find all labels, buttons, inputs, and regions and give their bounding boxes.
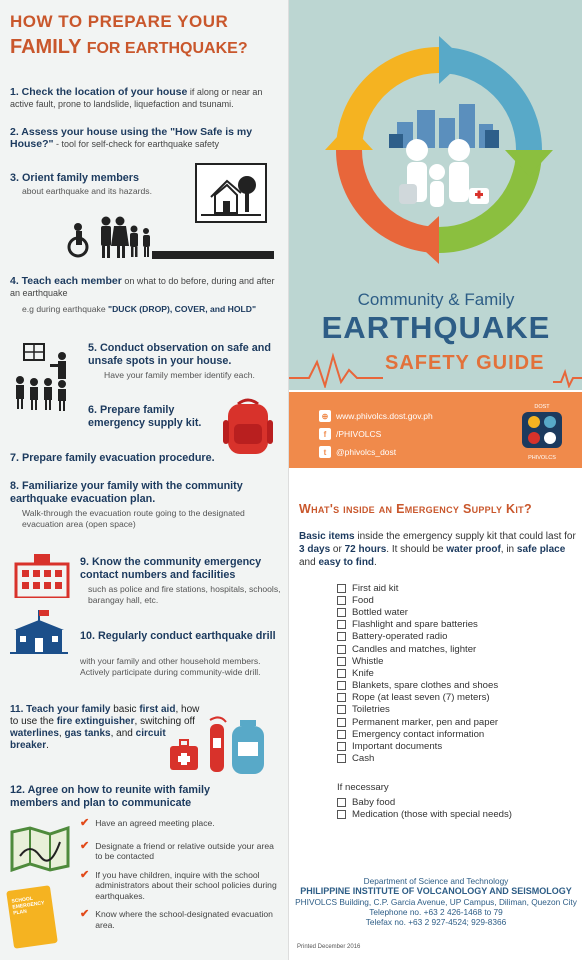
reunite-item-text: If you have children, inquire with the school administrators about their school policies during earthquakes. bbox=[95, 869, 277, 901]
reunite-checklist bbox=[80, 818, 280, 930]
kit-item-label: Whistle bbox=[352, 655, 384, 667]
checkbox[interactable] bbox=[337, 669, 346, 678]
phivolcs-logo-icon bbox=[520, 410, 564, 450]
intro-text-6: . bbox=[374, 557, 377, 568]
intro-text-2: or bbox=[330, 544, 345, 555]
checkbox[interactable] bbox=[337, 730, 346, 739]
safety-guide-panel bbox=[288, 0, 582, 960]
reunite-item bbox=[80, 909, 280, 930]
kit-intro bbox=[299, 530, 577, 569]
reunite-item-text: Know where the school-designated evacuation area. bbox=[95, 909, 273, 930]
check-mark-icon: ✔ bbox=[80, 868, 90, 881]
checkbox[interactable] bbox=[337, 657, 346, 666]
reunite-item bbox=[80, 870, 280, 902]
kit-item-label: Toiletries bbox=[352, 704, 390, 716]
phivolcs-logo bbox=[517, 404, 567, 464]
first-aid-extinguisher-gas-icon bbox=[168, 712, 280, 778]
kit-item-label: Battery-operated radio bbox=[352, 631, 448, 643]
seismograph-line-icon bbox=[289, 352, 385, 388]
seismograph-line-right-icon bbox=[553, 368, 582, 388]
step-2 bbox=[10, 126, 280, 150]
kit-item-label: Food bbox=[352, 594, 374, 606]
checkbox[interactable] bbox=[337, 608, 346, 617]
reunite-item-text: Designate a friend or relative outside your area to be contacted bbox=[95, 840, 274, 861]
step-11-text-l: . bbox=[46, 740, 49, 751]
facebook-text: /PHIVOLCS bbox=[336, 429, 382, 439]
step-3-sub: about earthquake and its hazards. bbox=[22, 186, 152, 196]
checkbox[interactable] bbox=[337, 632, 346, 641]
checkbox[interactable] bbox=[337, 705, 346, 714]
twitter-icon: t bbox=[319, 446, 331, 458]
school-emergency-plan-booklet bbox=[6, 885, 58, 949]
step-3-head: 3. Orient family members bbox=[10, 172, 140, 184]
step-12-head: 12. Agree on how to reunite with family members and plan to communicate bbox=[10, 784, 210, 809]
checkbox[interactable] bbox=[337, 681, 346, 690]
twitter-link[interactable] bbox=[319, 446, 396, 458]
cycle-arrows-illustration bbox=[289, 0, 582, 290]
kit-item[interactable] bbox=[337, 796, 512, 808]
step-4-head: 4. Teach each member bbox=[10, 275, 122, 287]
step-11-circuit-breaker: circuit breaker bbox=[10, 728, 166, 751]
intro-text-4: , in bbox=[500, 544, 517, 555]
step-11-head: 11. Teach your family bbox=[10, 704, 111, 715]
step-6-head: 6. Prepare family emergency supply kit. bbox=[88, 404, 202, 429]
checkbox[interactable] bbox=[337, 742, 346, 751]
kit-item[interactable] bbox=[337, 631, 498, 643]
step-11-fire-extinguisher: fire extinguisher bbox=[56, 716, 135, 727]
footer-telephone: Telephone no. +63 2 426-1468 to 79 bbox=[369, 906, 503, 917]
family-silhouette-icon bbox=[64, 213, 274, 259]
kit-checklist bbox=[337, 582, 498, 765]
intro-text-3: . It should be bbox=[386, 544, 447, 555]
kit-item[interactable] bbox=[337, 667, 498, 679]
intro-safe-place: safe place bbox=[516, 544, 566, 555]
kit-item[interactable] bbox=[337, 606, 498, 618]
cover-safety-guide: SAFETY GUIDE bbox=[385, 352, 545, 374]
step-11-waterlines: waterlines bbox=[10, 728, 59, 739]
check-mark-icon: ✔ bbox=[80, 817, 90, 829]
checkbox[interactable] bbox=[337, 645, 346, 654]
step-4-sub-bold: "DUCK (DROP), COVER, and HOLD" bbox=[108, 304, 257, 314]
reunite-item-text: Have an agreed meeting place. bbox=[95, 818, 215, 828]
cover-hero bbox=[289, 0, 582, 390]
checkbox[interactable] bbox=[337, 754, 346, 763]
cover-title: EARTHQUAKE bbox=[321, 310, 551, 345]
kit-item-label: Baby food bbox=[352, 796, 396, 808]
step-4-sub-prefix: e.g during earthquake bbox=[22, 304, 109, 314]
printed-date: Printed December 2016 bbox=[297, 944, 361, 950]
step-9-head: 9. Know the community emergency contact numbers and facilities bbox=[80, 556, 262, 581]
website-text: www.phivolcs.dost.gov.ph bbox=[336, 411, 433, 421]
kit-item-label: Flashlight and spare batteries bbox=[352, 619, 478, 631]
facebook-link[interactable] bbox=[319, 428, 381, 440]
step-11-gas-tanks: gas tanks bbox=[64, 728, 111, 739]
step-2-head: 2. Assess your house using the "How Safe is my House?" bbox=[10, 126, 253, 150]
kit-item-label: First aid kit bbox=[352, 582, 399, 594]
step-11-text-h: , bbox=[58, 728, 65, 739]
kit-item-label: Permanent marker, pen and paper bbox=[352, 716, 499, 728]
facebook-icon: f bbox=[319, 428, 331, 440]
reunite-item bbox=[80, 841, 280, 862]
kit-item[interactable] bbox=[337, 594, 498, 606]
twitter-text: @phivolcs_dost bbox=[336, 447, 397, 457]
step-10-sub: with your family and other household members. Actively participate during community-wide drill. bbox=[80, 656, 261, 677]
intro-easy-to-find: easy to find bbox=[318, 557, 375, 568]
step-8-sub: Walk-through the evacuation route going to the designated evacuation area (open space) bbox=[22, 508, 245, 529]
kit-item-label: Bottled water bbox=[352, 606, 408, 618]
if-necessary-label: If necessary bbox=[337, 782, 389, 793]
kit-item-label: Cash bbox=[352, 753, 375, 765]
footer-address: PHIVOLCS Building, C.P. Garcia Avenue, UP Campus, Diliman, Quezon City bbox=[295, 896, 577, 907]
kit-item[interactable] bbox=[337, 619, 498, 631]
step-4-text: on what to do before, during and after an earthquake bbox=[10, 276, 275, 298]
checkbox[interactable] bbox=[337, 798, 346, 807]
checkbox[interactable] bbox=[337, 693, 346, 702]
kit-item[interactable] bbox=[337, 808, 512, 820]
step-11-text-d: , how to use the bbox=[10, 704, 200, 727]
how-to-prepare-panel bbox=[0, 0, 288, 960]
website-link[interactable] bbox=[319, 410, 433, 422]
intro-72-hours: 72 hours bbox=[344, 544, 387, 555]
kit-item-label: Medication (those with special needs) bbox=[352, 808, 512, 820]
step-10-head: 10. Regularly conduct earthquake drill bbox=[80, 630, 276, 642]
map-icon bbox=[10, 826, 70, 872]
booklet-label: SCHOOL EMERGENCY PLAN bbox=[11, 895, 45, 917]
backpack-icon bbox=[220, 396, 276, 458]
title-line-2 bbox=[10, 36, 248, 59]
reunite-item bbox=[80, 818, 280, 829]
cover-subtitle: Community & Family bbox=[357, 290, 515, 309]
checkbox[interactable] bbox=[337, 584, 346, 593]
footer-telefax: Telefax no. +63 2 927-4524; 929-8366 bbox=[365, 917, 507, 928]
checkbox[interactable] bbox=[337, 620, 346, 629]
step-5-sub: Have your family member identify each. bbox=[104, 370, 255, 380]
kit-item[interactable] bbox=[337, 716, 498, 728]
kit-item-label: Important documents bbox=[352, 741, 443, 753]
kit-item[interactable] bbox=[337, 740, 498, 752]
step-4-sub bbox=[22, 304, 256, 315]
kit-item[interactable] bbox=[337, 582, 498, 594]
kit-item-label: Emergency contact information bbox=[352, 728, 485, 740]
title-family-word: FAMILY bbox=[10, 36, 82, 58]
extra-checklist bbox=[337, 796, 512, 820]
kit-item-label: Knife bbox=[352, 667, 374, 679]
checkbox[interactable] bbox=[337, 718, 346, 727]
check-mark-icon: ✔ bbox=[80, 839, 90, 852]
step-8-head: 8. Familiarize your family with the community earthquake evacuation plan. bbox=[10, 480, 243, 505]
kit-item[interactable] bbox=[337, 704, 498, 716]
step-9-sub: such as police and fire stations, hospitals, schools, barangay hall, etc. bbox=[88, 584, 281, 605]
intro-text-1: inside the emergency supply kit that could last for bbox=[354, 531, 576, 542]
check-mark-icon: ✔ bbox=[80, 908, 90, 920]
checkbox[interactable] bbox=[337, 596, 346, 605]
kit-item-label: Blankets, spare clothes and shoes bbox=[352, 680, 499, 692]
step-5-head: 5. Conduct observation on safe and unsafe spots in your house. bbox=[88, 342, 271, 367]
step-11-text-b: basic bbox=[110, 704, 140, 715]
footer-dept: Department of Science and Technology bbox=[363, 876, 509, 886]
footer bbox=[289, 876, 582, 927]
kit-item[interactable] bbox=[337, 692, 498, 704]
step-11-text-j: , and bbox=[110, 728, 136, 739]
step-1-text: if along or near an active fault, prone to landslide, liquefaction and tsunami. bbox=[10, 87, 263, 109]
intro-3-days: 3 days bbox=[299, 544, 331, 555]
school-icon bbox=[8, 610, 70, 654]
intro-text-5: and bbox=[299, 557, 319, 568]
step-11-first-aid: first aid bbox=[139, 704, 176, 715]
kit-item[interactable] bbox=[337, 728, 498, 740]
kit-item-label: Candles and matches, lighter bbox=[352, 643, 477, 655]
intro-basic-items: Basic items bbox=[299, 531, 355, 542]
intro-water-proof: water proof bbox=[446, 544, 501, 555]
step-4 bbox=[10, 275, 275, 299]
footer-inst-row bbox=[289, 886, 582, 896]
logo-top-text: DOST bbox=[534, 404, 550, 410]
footer-inst: PHILIPPINE INSTITUTE OF VOLCANOLOGY AND SEISMOLOGY bbox=[300, 886, 572, 897]
globe-icon: ⊕ bbox=[319, 410, 331, 422]
step-1-head: 1. Check the location of your house bbox=[10, 86, 188, 98]
contact-bar bbox=[289, 392, 582, 468]
step-11-text-f: , switching off bbox=[134, 716, 195, 727]
kit-item[interactable] bbox=[337, 680, 498, 692]
classroom-icon bbox=[10, 342, 78, 414]
kit-item-label: Rope (at least seven (7) meters) bbox=[352, 692, 490, 704]
kit-title: What's inside an Emergency Supply Kit? bbox=[299, 502, 532, 516]
checkbox[interactable] bbox=[337, 810, 346, 819]
kit-item[interactable] bbox=[337, 655, 498, 667]
kit-item[interactable] bbox=[337, 643, 498, 655]
step-7-head: 7. Prepare family evacuation procedure. bbox=[10, 452, 215, 464]
kit-item[interactable] bbox=[337, 753, 498, 765]
step-1 bbox=[10, 86, 280, 110]
title-line-2-rest: FOR EARTHQUAKE? bbox=[86, 40, 248, 57]
building-icon bbox=[14, 552, 70, 598]
step-2-text: - tool for self-check for earthquake safety bbox=[53, 139, 220, 149]
title-line-1: HOW TO PREPARE YOUR bbox=[10, 12, 229, 31]
logo-bottom-text: PHIVOLCS bbox=[528, 455, 556, 461]
